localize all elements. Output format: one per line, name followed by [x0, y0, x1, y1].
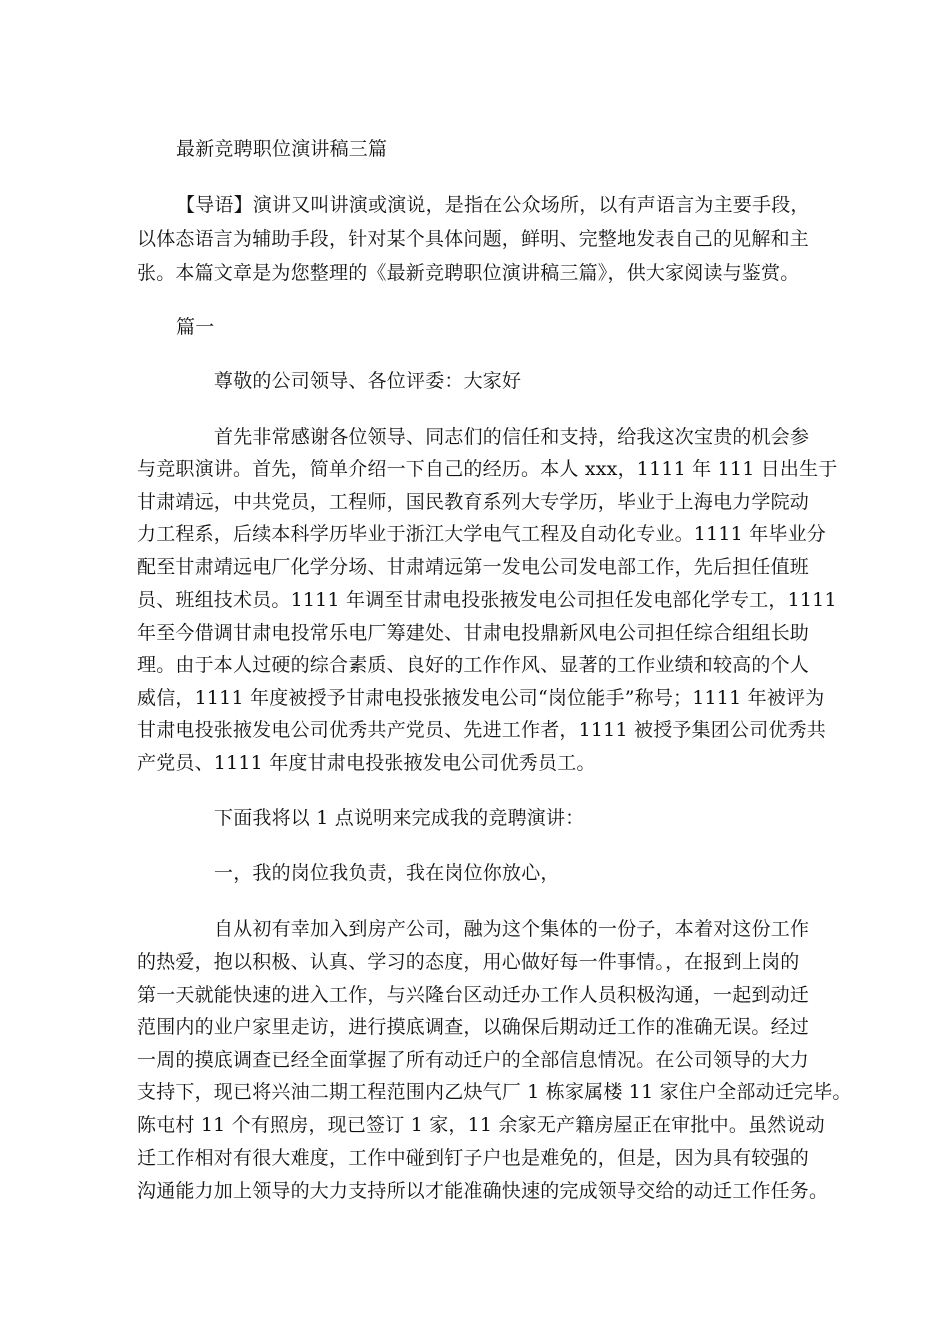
document-title: 最新竞聘职位演讲稿三篇 — [176, 138, 388, 160]
para1-line-8: 理。由于本人过硬的综合素质、良好的工作作风、显著的工作业绩和较高的个人 — [137, 654, 810, 676]
para1-line-9: 威信，1111 年度被授予甘肃电投张掖发电公司“岗位能手”称号；1111 年被评为 — [137, 687, 825, 709]
para1-line-5: 配至甘肃靖远电厂化学分场、甘肃靖远第一发电公司发电部工作，先后担任值班 — [137, 556, 810, 578]
salutation: 尊敬的公司领导、各位评委：大家好 — [214, 370, 522, 392]
para3-line-4: 范围内的业户家里走访，进行摸底调查，以确保后期动迁工作的准确无误。经过 — [137, 1016, 810, 1038]
intro-line-3: 张。本篇文章是为您整理的《最新竞聘职位演讲稿三篇》，供大家阅读与鉴赏。 — [137, 262, 800, 284]
para1-line-7: 年至今借调甘肃电投常乐电厂筹建处、甘肃电投鼎新风电公司担任综合组组长助 — [137, 622, 810, 644]
para3-line-7: 陈屯村 11 个有照房，现已签订 1 家，11 余家无产籍房屋正在审批中。虽然说动 — [137, 1114, 825, 1136]
section-heading: 篇一 — [176, 316, 215, 338]
para3-line-1: 自从初有幸加入到房产公司，融为这个集体的一份子，本着对这份工作 — [214, 918, 810, 940]
para1-line-2: 与竞职演讲。首先，简单介绍一下自己的经历。本人 xxx，1111 年 111 日出生于 — [137, 458, 838, 480]
para1-line-4: 力工程系，后续本科学历毕业于浙江大学电气工程及自动化专业。1111 年毕业分 — [137, 523, 826, 545]
para3-line-8: 迁工作相对有很大难度，工作中碰到钉子户也是难免的，但是，因为具有较强的 — [137, 1147, 810, 1169]
para3-line-2: 的热爱，抱以积极、认真、学习的态度，用心做好每一件事情。，在报到上岗的 — [137, 951, 800, 973]
para3-line-9: 沟通能力加上领导的大力支持所以才能准确快速的完成领导交给的动迁工作任务。 — [137, 1180, 829, 1202]
intro-line-1: 【导语】演讲又叫讲演或演说，是指在公众场所，以有声语言为主要手段， — [176, 194, 810, 216]
para1-line-3: 甘肃靖远，中共党员，工程师，国民教育系列大专学历，毕业于上海电力学院动 — [137, 491, 810, 513]
para3-line-3: 第一天就能快速的进入工作，与兴隆台区动迁办工作人员积极沟通，一起到动迁 — [137, 984, 810, 1006]
para2: 下面我将以 1 点说明来完成我的竞聘演讲： — [214, 807, 585, 829]
para1-line-11: 产党员、1111 年度甘肃电投张掖发电公司优秀员工。 — [137, 752, 596, 774]
para1-line-1: 首先非常感谢各位领导、同志们的信任和支持，给我这次宝贵的机会参 — [214, 426, 810, 448]
para1-line-10: 甘肃电投张掖发电公司优秀共产党员、先进工作者，1111 被授予集团公司优秀共 — [137, 719, 826, 741]
para3-line-5: 一周的摸底调查已经全面掌握了所有动迁户的全部信息情况。在公司领导的大力 — [137, 1049, 810, 1071]
para1-line-6: 员、班组技术员。1111 年调至甘肃电投张掖发电公司担任发电部化学专工，1111 — [137, 589, 837, 611]
intro-line-2: 以体态语言为辅助手段，针对某个具体问题，鲜明、完整地发表自己的见解和主 — [137, 228, 810, 250]
point1-heading: 一，我的岗位我负责，我在岗位你放心， — [214, 862, 560, 884]
para3-line-6: 支持下，现已将兴油二期工程范围内乙炔气厂 1 栋家属楼 11 家住户全部动迁完毕。 — [137, 1081, 852, 1103]
